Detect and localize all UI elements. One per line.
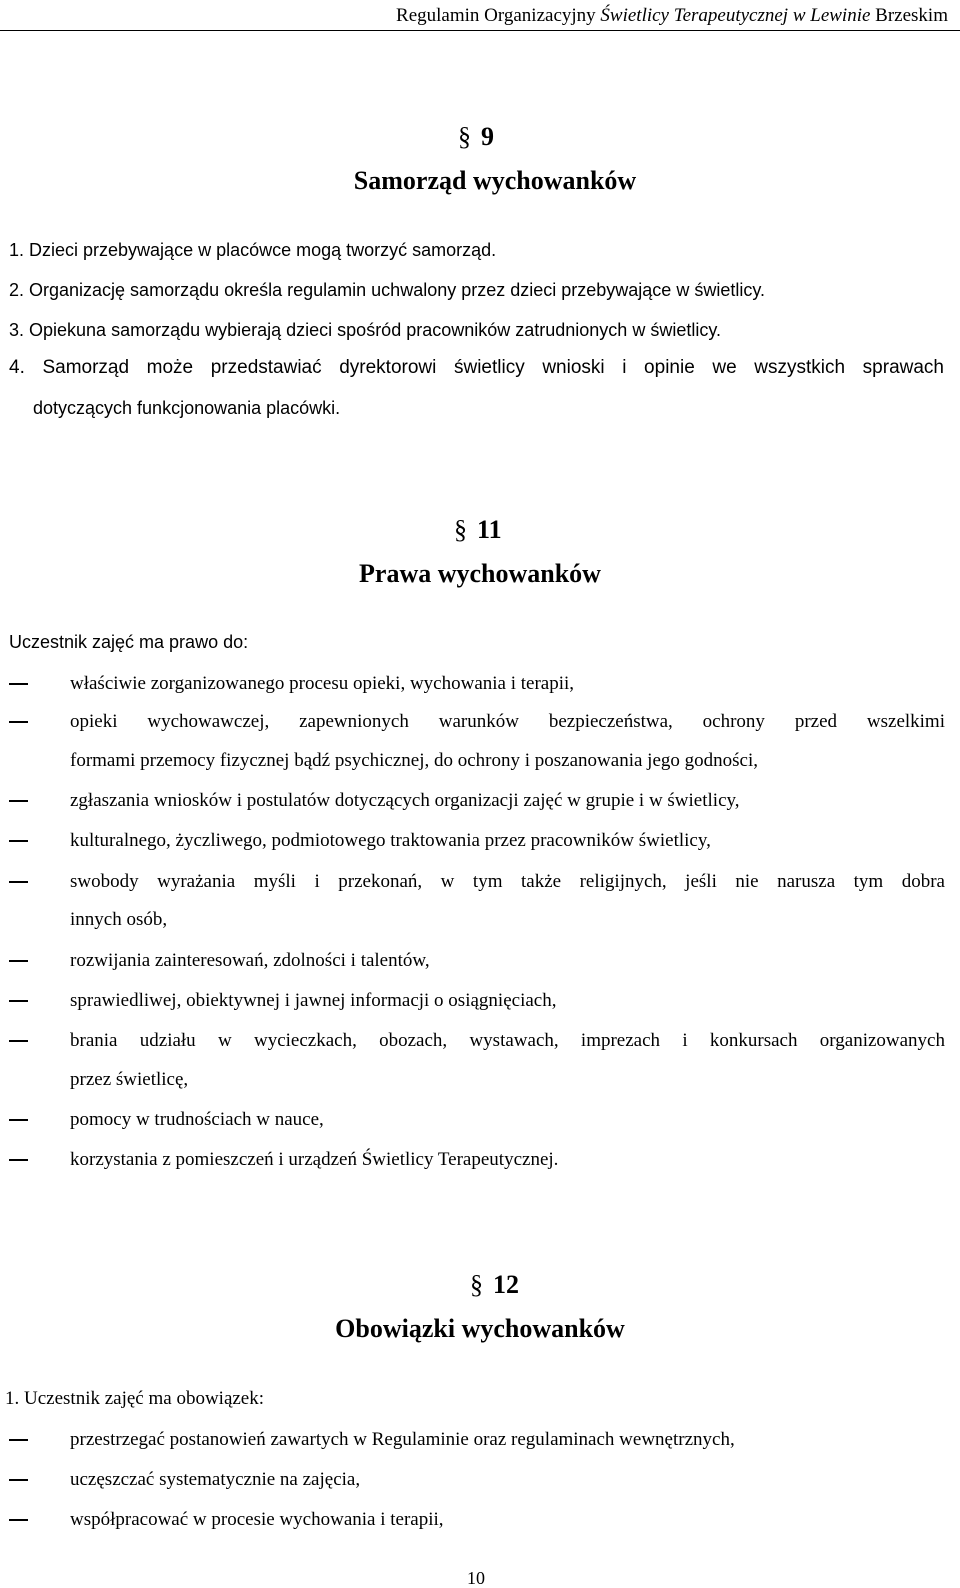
list-dash bbox=[9, 683, 28, 685]
list-dash bbox=[9, 1000, 28, 1002]
list-dash bbox=[9, 1119, 28, 1121]
section-12-intro: 1. Uczestnik zajęć ma obowiązek: bbox=[5, 1388, 265, 1409]
list-item: rozwijania zainteresowań, zdolności i talentów, bbox=[70, 950, 430, 971]
list-item: korzystania z pomieszczeń i urządzeń Świetlicy Terapeutycznej. bbox=[70, 1149, 559, 1170]
list-dash bbox=[9, 1040, 28, 1042]
section-9-number bbox=[458, 122, 494, 152]
list-item-continuation: formami przemocy fizycznej bądź psychicznej, do ochrony i poszanowania jego godności, bbox=[70, 750, 758, 771]
section-sign: § bbox=[458, 122, 471, 151]
running-header bbox=[0, 0, 960, 31]
section-9-item-2: 2. Organizację samorządu określa regulamin uchwalony przez dzieci przebywające w świetlicy. bbox=[9, 280, 765, 300]
list-item: kulturalnego, życzliwego, podmiotowego traktowania przez pracowników świetlicy, bbox=[70, 830, 711, 851]
section-sign: § bbox=[454, 515, 467, 544]
list-dash bbox=[9, 1479, 28, 1481]
list-dash bbox=[9, 800, 28, 802]
section-11-intro: Uczestnik zajęć ma prawo do: bbox=[9, 632, 249, 652]
list-dash bbox=[9, 881, 28, 883]
list-item: swobody wyrażania myśli i przekonań, w tym także religijnych, jeśli nie narusza tym dobra bbox=[70, 871, 945, 892]
section-9-item-4-continuation: dotyczących funkcjonowania placówki. bbox=[33, 398, 341, 418]
section-9-item-3: 3. Opiekuna samorządu wybierają dzieci spośród pracowników zatrudnionych w świetlicy. bbox=[9, 320, 721, 340]
list-item: zgłaszania wniosków i postulatów dotyczących organizacji zajęć w grupie i w świetlicy, bbox=[70, 790, 740, 811]
section-number: 9 bbox=[481, 122, 494, 151]
list-dash bbox=[9, 1439, 28, 1441]
list-item: właściwie zorganizowanego procesu opieki, wychowania i terapii, bbox=[70, 673, 575, 694]
section-9-title: Samorząd wychowanków bbox=[353, 166, 637, 195]
list-dash bbox=[9, 1519, 28, 1521]
section-12-number bbox=[470, 1270, 519, 1300]
list-item: uczęszczać systematycznie na zajęcia, bbox=[70, 1469, 361, 1490]
list-item-continuation: przez świetlicę, bbox=[70, 1069, 189, 1090]
header-part-3: Brzeskim bbox=[870, 5, 948, 26]
list-item: opieki wychowawczej, zapewnionych warunków bezpieczeństwa, ochrony przed wszelkimi bbox=[70, 711, 945, 732]
header-part-2: Świetlicy Terapeutycznej w Lewinie bbox=[600, 5, 871, 26]
list-dash bbox=[9, 840, 28, 842]
running-header-text bbox=[396, 5, 948, 27]
list-item: przestrzegać postanowień zawartych w Regulaminie oraz regulaminach wewnętrznych, bbox=[70, 1429, 735, 1450]
section-sign: § bbox=[470, 1270, 483, 1299]
section-number: 11 bbox=[477, 515, 502, 544]
section-number: 12 bbox=[493, 1270, 519, 1299]
list-item: pomocy w trudnościach w nauce, bbox=[70, 1109, 324, 1130]
section-9-item-1: 1. Dzieci przebywające w placówce mogą tworzyć samorząd. bbox=[9, 240, 497, 260]
list-dash bbox=[9, 1159, 28, 1161]
page-number: 10 bbox=[467, 1568, 485, 1588]
list-item: sprawiedliwej, obiektywnej i jawnej informacji o osiągnięciach, bbox=[70, 990, 557, 1011]
header-part-1: Regulamin Organizacyjny bbox=[396, 5, 601, 26]
list-item-continuation: innych osób, bbox=[70, 909, 168, 930]
section-11-number bbox=[454, 515, 502, 545]
list-item: brania udziału w wycieczkach, obozach, wystawach, imprezach i konkursach organizowanych bbox=[70, 1030, 945, 1051]
list-dash bbox=[9, 960, 28, 962]
section-12-title: Obowiązki wychowanków bbox=[335, 1314, 625, 1343]
section-9-item-4: 4. Samorząd może przedstawiać dyrektorowi świetlicy wnioski i opinie we wszystkich sprawach bbox=[9, 357, 944, 378]
list-dash bbox=[9, 721, 28, 723]
section-11-title: Prawa wychowanków bbox=[359, 559, 601, 588]
list-item: współpracować w procesie wychowania i terapii, bbox=[70, 1509, 444, 1530]
